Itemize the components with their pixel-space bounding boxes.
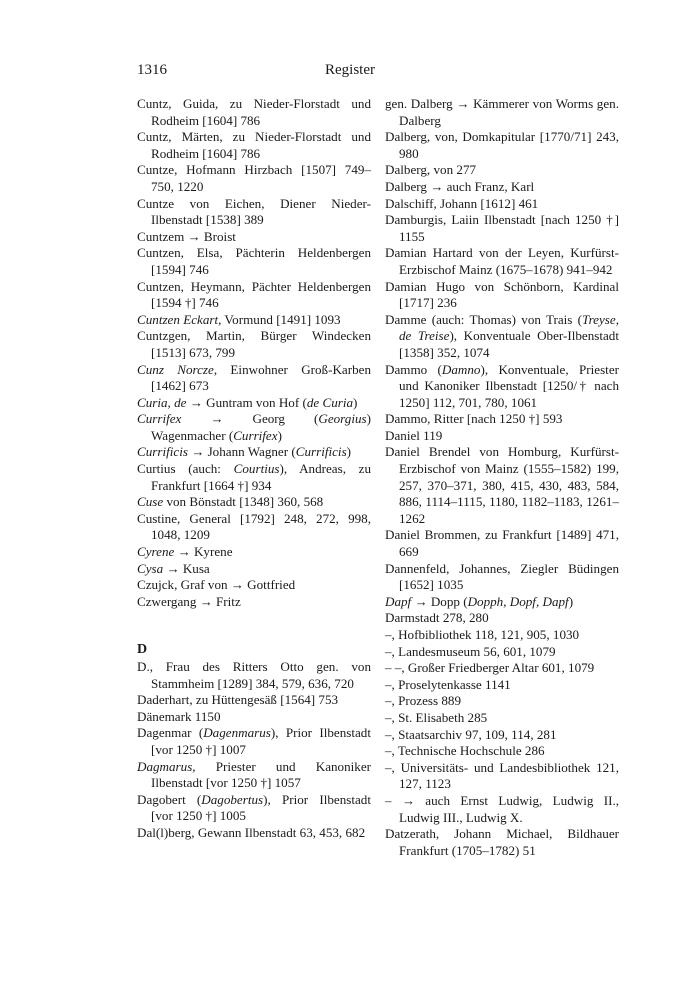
index-entry: Dalberg → auch Franz, Karl [385,178,535,194]
entry-italic: Dagenmarus [203,725,271,741]
entry-italic: Treyse, de Treise [399,311,619,344]
index-entry [137,792,371,825]
entry-text: Dagenmar ( [137,725,204,741]
index-entry: Damian Hartard von der Leyen, Kurfürst-Erzbischof Mainz (1675–1678) 941–942 [385,245,619,277]
entry-text: Curtius (auch: [137,461,234,477]
index-entry [137,461,371,494]
entry-text: → Guntram von Hof ( [186,394,307,410]
entry-text: von Bönstadt [1348] 360, 568 [163,494,324,510]
entry-italic: de Curia [306,394,354,410]
index-entry: Dalschiff, Johann [1612] 461 [385,195,539,211]
index-entry: Damburgis, Laiin Ilbenstadt [nach 1250 †] 1155 [385,212,619,244]
entry-text: → Kusa [163,560,210,576]
entry-text: ) Wagenmacher ( [151,411,371,443]
index-entry: Cuntze, Hofmann Hirzbach [1507] 749–750, 1220 [137,162,371,194]
index-entry [137,411,371,444]
index-entry: Darmstadt 278, 280 [385,610,489,626]
index-entry: Cuntzen, Elsa, Pächterin Heldenbergen [1594] 746 [137,245,371,277]
index-entry: Dänemark 1150 [137,708,221,724]
index-entry: –, Technische Hochschule 286 [385,743,545,759]
entry-text: → Dopp ( [411,593,468,609]
entry-text: ), Prior Ilbenstadt [vor 1250 †] 1005 [151,791,371,824]
index-entry: –, Prozess 889 [385,693,462,709]
entry-text: → Georg ( [181,411,319,427]
entry-italic: Dapf [385,593,412,609]
index-entry: Custine, General [1792] 248, 272, 998, 1048, 1209 [137,510,371,543]
index-entry: Dalberg, von 277 [385,162,477,178]
entry-text: ) [346,444,352,460]
index-entry: – → auch Ernst Ludwig, Ludwig II., Ludwig III., Ludwig X. [385,792,619,825]
index-entry: Cuntz, Guida, zu Nieder-Florstadt und Rodheim [1604] 786 [137,96,371,128]
entry-text: Damme (auch: Thomas) von Trais ( [385,311,583,327]
entry-text: ), Andreas, zu Frankfurt [1664 †] 934 [151,461,372,493]
index-entry: Czujck, Graf von → Gottfried [137,577,296,593]
index-entry [137,725,371,758]
index-entry: Daniel 119 [385,427,443,443]
index-entry: –, Proselytenkasse 1141 [385,676,511,692]
entry-text: Dagobert ( [137,791,202,807]
index-entry [137,561,371,578]
entry-italic: Cuntzen Eckart [137,311,219,327]
index-entry: – –, Großer Friedberger Altar 601, 1079 [385,660,595,676]
index-entry [137,395,371,412]
index-entry [137,759,371,792]
index-entry: Cuntz, Märten, zu Nieder-Florstadt und Rodheim [1604] 786 [137,129,371,161]
section-spacer [137,610,371,642]
entry-italic: Cysa [137,560,164,576]
entry-text: , Einwohner Groß-Karben [1462] 673 [151,361,371,394]
index-entry: Daniel Brommen, zu Frankfurt [1489] 471, 669 [385,527,619,560]
entry-text: ), Konventuale Ober-Ilbenstadt [1358] 352, 1074 [399,328,619,360]
entry-italic: Cyrene [137,544,175,560]
index-entry: –, Staatsarchiv 97, 109, 114, 281 [385,726,557,742]
index-entry: gen. Dalberg → Kämmerer von Worms gen. Dalberg [385,96,619,128]
index-entry: Cuntzen, Heymann, Pächter Heldenbergen [1594 †] 746 [137,278,371,311]
index-column-left [137,96,371,842]
index-entry: Dannenfeld, Johannes, Ziegler Büdingen [1652] 1035 [385,560,619,593]
index-entry: Dalberg, von, Domkapitular [1770/71] 243, 980 [385,129,619,161]
index-entry: Damian Hugo von Schönborn, Kardinal [1717] 236 [385,278,619,311]
index-entry: Czwergang → Fritz [137,593,241,609]
index-entry [385,362,619,412]
index-entry: –, Landesmuseum 56, 601, 1079 [385,643,556,659]
entry-italic: Currificis [137,444,188,460]
index-entry [137,494,371,511]
entry-text: → Kyrene [174,544,233,560]
entry-italic: Dagobertus [201,791,264,807]
entry-text: → Johann Wagner ( [187,444,296,460]
index-entry [137,362,371,395]
entry-text: ) [277,427,282,443]
entry-italic: Currificis [295,444,347,460]
entry-text: ) [568,593,574,609]
entry-text: ), Konventuale, Priester und Kanoniker Ilbenstadt [1250/† nach 1250] 112, 701, 780, 1061 [399,361,619,410]
entry-italic: Dagmarus [137,758,193,774]
running-head: Register [325,62,375,78]
index-entry: Cuntzem → Broist [137,228,236,244]
index-entry: –, Universitäts- und Landesbibliothek 121, 127, 1123 [385,759,619,792]
index-entry: D., Frau des Ritters Otto gen. von Stammheim [1289] 384, 579, 636, 720 [137,659,371,691]
entry-italic: Georgius [318,411,367,427]
entry-text: Dammo ( [385,361,442,377]
entry-italic: Curia, de [137,394,187,410]
entry-italic: Dopph, Dopf, Dapf [467,593,569,609]
section-heading-d: D [137,642,148,658]
index-entry: Datzerath, Johann Michael, Bildhauer Frankfurt (1705–1782) 51 [385,826,619,858]
entry-text: , Priester und Kanoniker Ilbenstadt [vor 1250 †] 1057 [151,758,371,791]
index-entry: Dammo, Ritter [nach 1250 †] 593 [385,411,563,427]
entry-italic: Damno [441,361,481,377]
entry-text: ), Prior Ilbenstadt [vor 1250 †] 1007 [151,725,371,757]
index-entry: –, St. Elisabeth 285 [385,709,488,725]
entry-italic: Cunz Norcze [137,361,214,377]
entry-italic: Currifex [233,427,278,443]
entry-italic: Cuse [137,494,164,510]
index-entry [137,544,371,561]
index-entry [137,312,371,329]
entry-italic: Currifex [137,411,182,427]
index-entry [385,594,619,611]
index-column-right [385,96,619,859]
entry-text: , Vormund [1491] 1093 [218,311,341,327]
index-entry: Cuntze von Eichen, Diener Nieder-Ilbenstadt [1538] 389 [137,195,371,228]
entry-text: ) [353,394,358,410]
index-entry: Dal(l)berg, Gewann Ilbenstadt 63, 453, 682 [137,824,366,840]
index-entry: –, Hofbibliothek 118, 121, 905, 1030 [385,627,580,642]
index-entry: Daniel Brendel von Homburg, Kurfürst-Erzbischof von Mainz (1555–1582) 199, 257, 370–371, 380, 415, 430, 483, 584, 886, 1114–1115, 1180, 1182–1183, 1261–1262 [385,444,619,526]
page-number: 1316 [137,62,167,78]
index-entry: Daderhart, zu Hüttengesäß [1564] 753 [137,692,339,708]
index-entry: Cuntzgen, Martin, Bürger Windecken [1513] 673, 799 [137,328,371,360]
index-entry [385,312,619,362]
index-entry [137,444,371,461]
entry-italic: Courtius [233,461,280,477]
